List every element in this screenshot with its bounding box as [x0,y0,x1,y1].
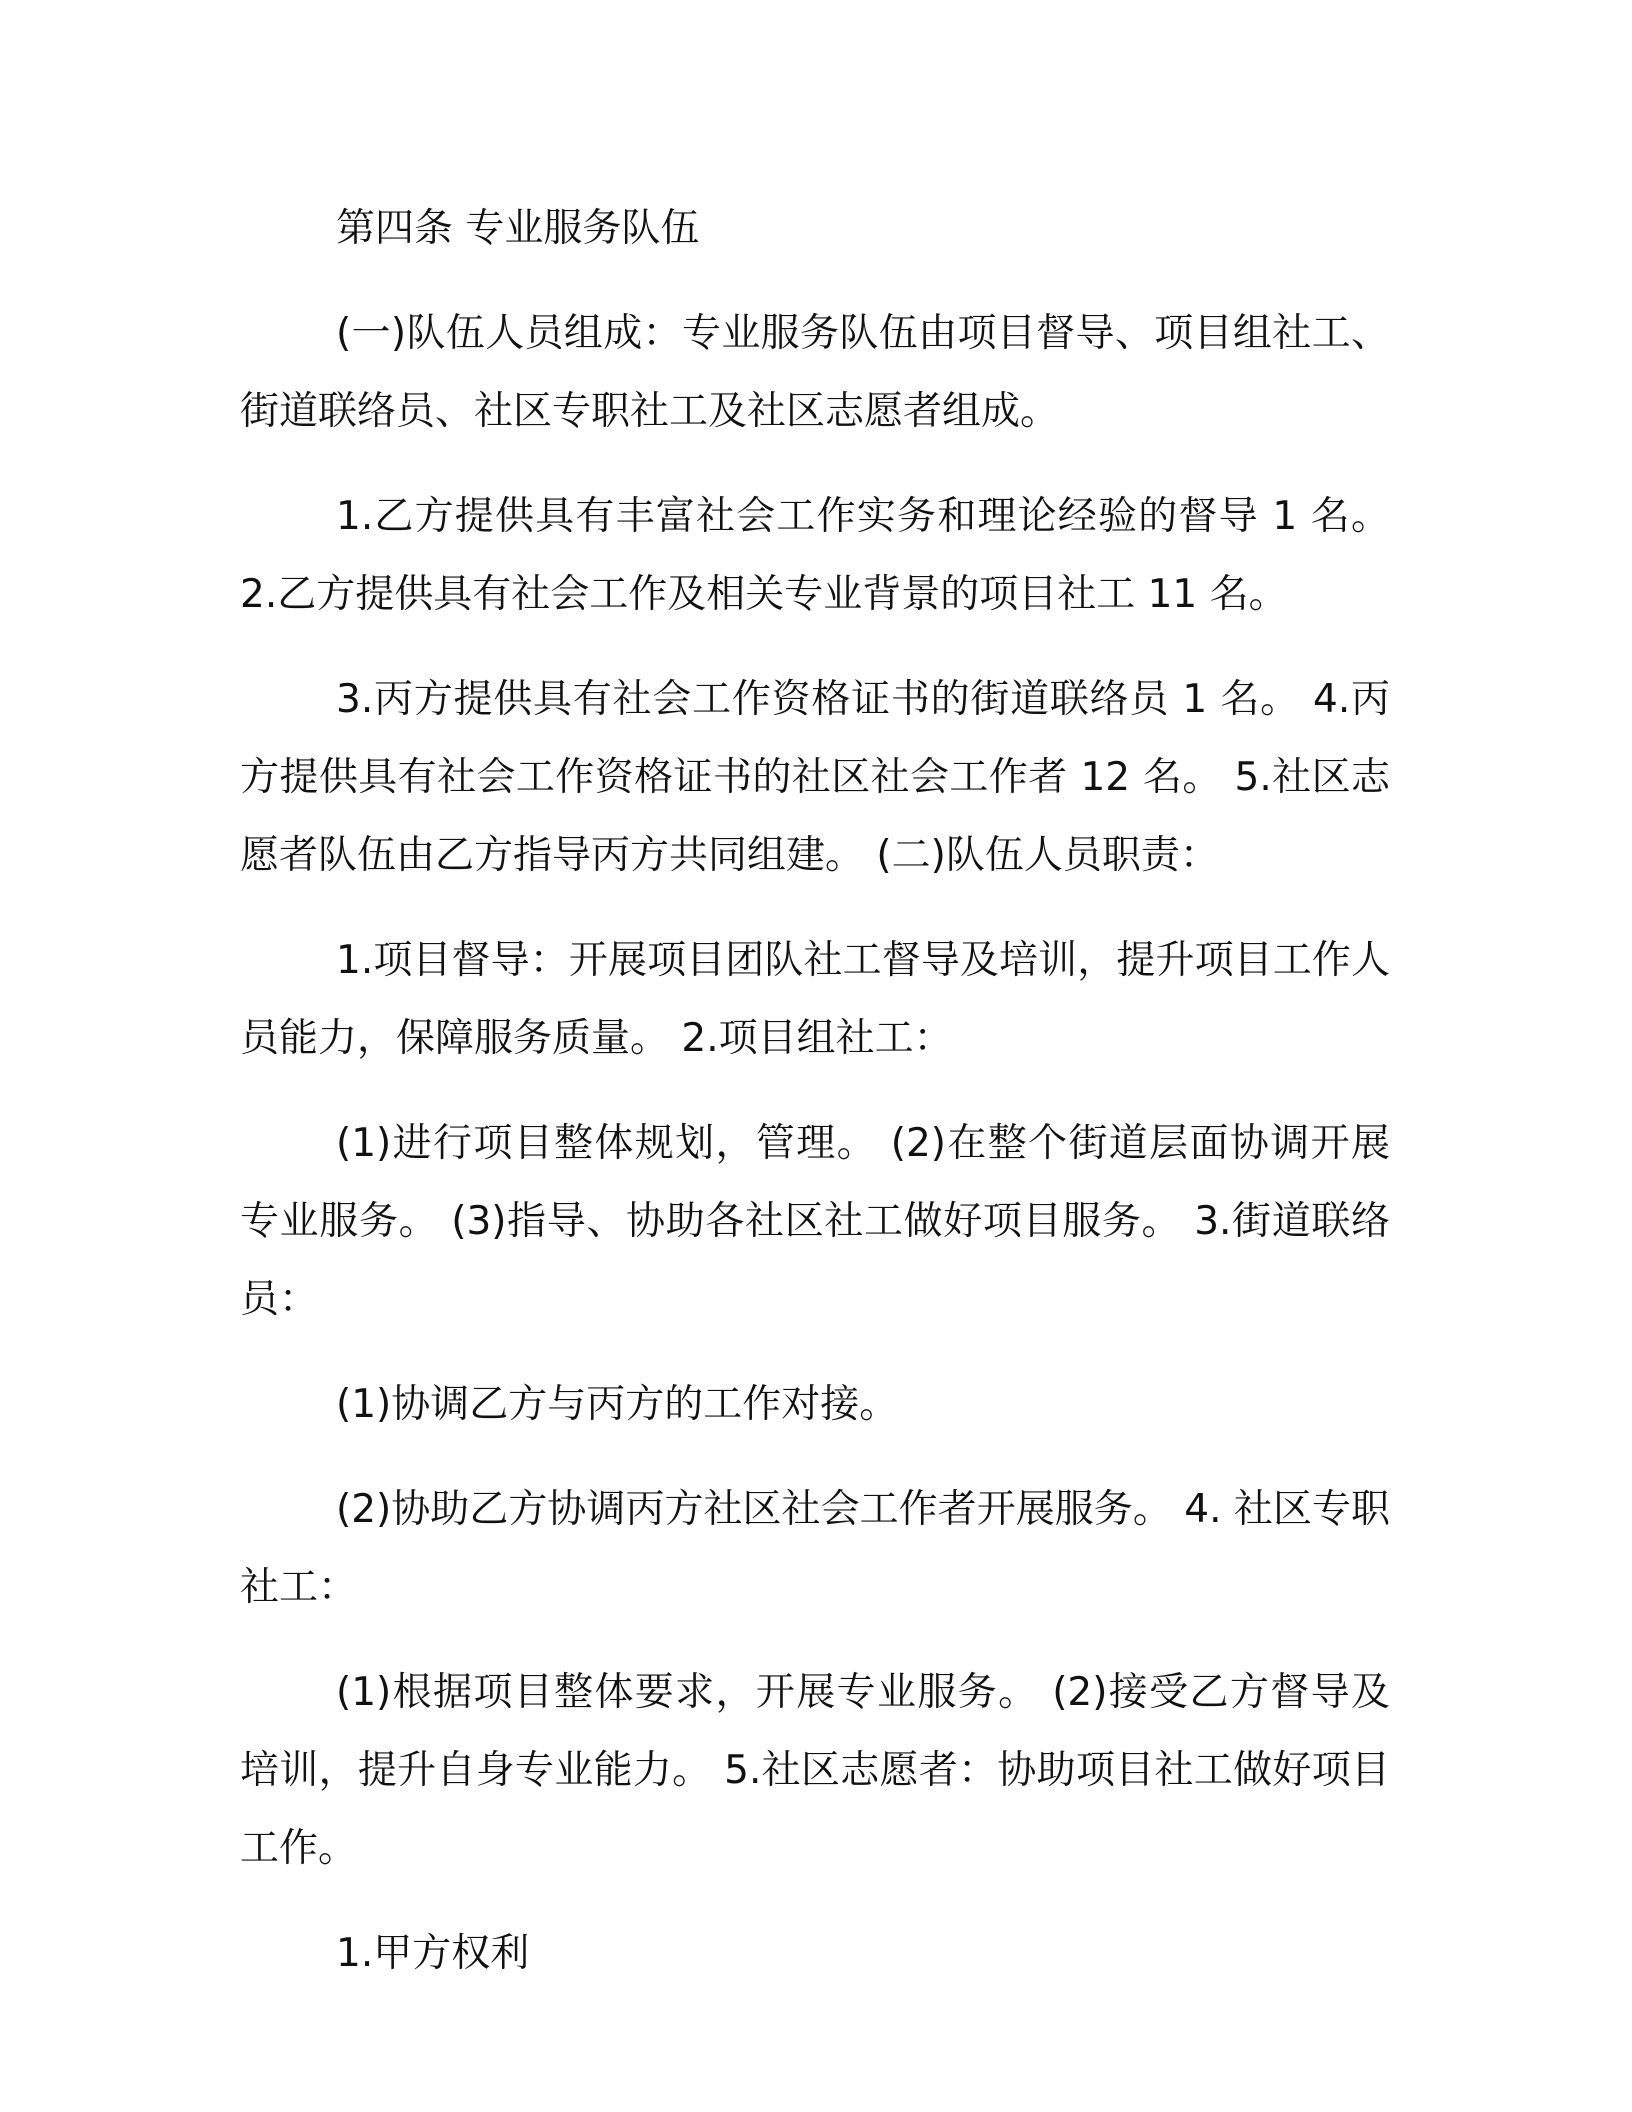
paragraph-liaison-duty-2: (2)协助乙方协调丙方社区社会工作者开展服务。 4. 社区专职社工： [240,1487,1390,1610]
paragraph-supervisor-duties: 1.项目督导：开展项目团队社工督导及培训，提升项目工作人员能力，保障服务质量。 2.项目组社工： [240,938,1390,1061]
paragraph-team-composition: (一)队伍人员组成：专业服务队伍由项目督导、项目组社工、街道联络员、社区专职社工及社区志愿者组成。 [240,311,1390,434]
paragraph-party-a-rights: 1.甲方权利 [336,1931,530,1976]
paragraph-party-b-staff: 1.乙方提供具有丰富社会工作实务和理论经验的督导 1 名。 2.乙方提供具有社会工作及相关专业背景的项目社工 11 名。 [240,494,1390,617]
paragraph-party-c-staff: 3.丙方提供具有社会工作资格证书的街道联络员 1 名。 4.丙方提供具有社会工作资格证书的社区社会工作者 12 名。 5.社区志愿者队伍由乙方指导丙方共同组建。 (二)队伍人员职责： [240,677,1390,878]
document-body [240,190,1390,2020]
paragraph-social-worker-duties: (1)进行项目整体规划，管理。 (2)在整个街道层面协调开展专业服务。 (3)指导、协助各社区社工做好项目服务。 3.街道联络员： [240,1121,1390,1322]
paragraph-community-worker-duties: (1)根据项目整体要求，开展专业服务。 (2)接受乙方督导及培训，提升自身专业能力。 5.社区志愿者：协助项目社工做好项目工作。 [240,1670,1390,1871]
paragraph-liaison-duty-1: (1)协调乙方与丙方的工作对接。 [336,1382,899,1427]
article-heading: 第四条 专业服务队伍 [336,206,700,251]
